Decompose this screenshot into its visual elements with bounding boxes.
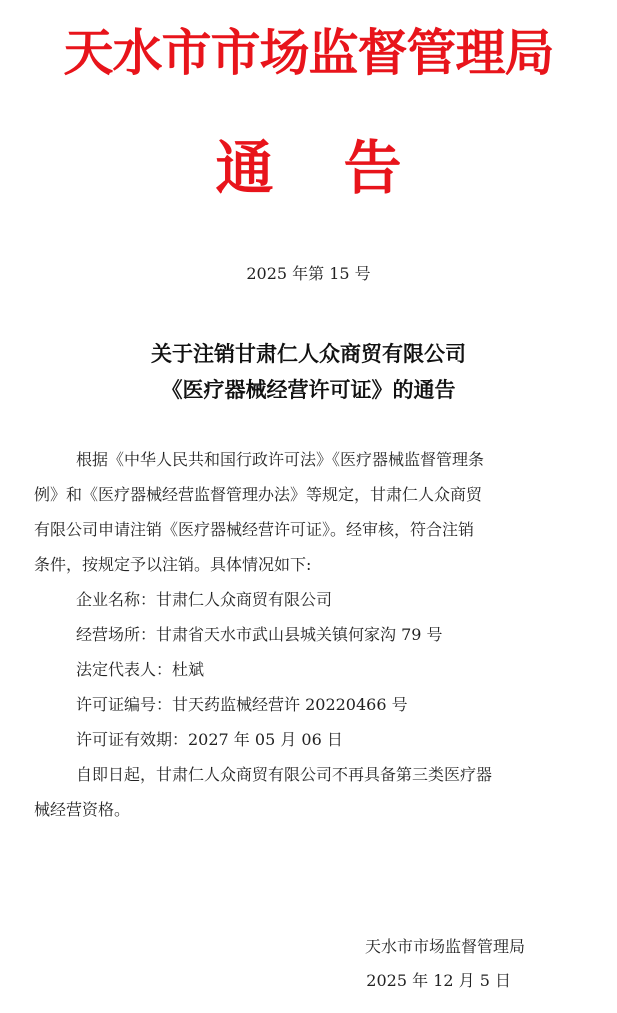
notice-body bbox=[34, 442, 582, 827]
detail-license-validity: 许可证有效期：2027 年 05 月 06 日 bbox=[76, 730, 343, 749]
notice-subject bbox=[0, 336, 617, 408]
closing-line: 自即日起，甘肃仁人众商贸有限公司不再具备第三类医疗器 bbox=[76, 765, 493, 784]
detail-business-address: 经营场所：甘肃省天水市武山县城关镇何家沟 79 号 bbox=[76, 625, 443, 644]
body-line: 例》和《医疗器械经营监督管理办法》等规定，甘肃仁人众商贸 bbox=[34, 485, 483, 504]
signature-block bbox=[365, 930, 525, 998]
detail-license-number: 许可证编号：甘天药监械经营许 20220466 号 bbox=[76, 695, 408, 714]
notice-label: 通告 bbox=[215, 134, 472, 202]
issuing-authority-header: 天水市市场监督管理局 bbox=[63, 23, 554, 82]
body-line: 有限公司申请注销《医疗器械经营许可证》。经审核，符合注销 bbox=[34, 520, 475, 539]
closing-line: 械经营资格。 bbox=[34, 800, 131, 819]
signature-date: 2025 年 12 月 5 日 bbox=[366, 971, 511, 990]
signature-org: 天水市市场监督管理局 bbox=[364, 937, 525, 956]
document-number: 2025 年第 15 号 bbox=[246, 264, 371, 283]
body-line: 根据《中华人民共和国行政许可法》《医疗器械监督管理条 bbox=[76, 450, 485, 469]
detail-legal-representative: 法定代表人：杜斌 bbox=[76, 660, 205, 679]
body-line: 条件，按规定予以注销。具体情况如下: bbox=[34, 555, 312, 574]
subject-line-1: 关于注销甘肃仁人众商贸有限公司 bbox=[151, 341, 466, 366]
detail-company-name: 企业名称：甘肃仁人众商贸有限公司 bbox=[76, 590, 333, 609]
subject-line-2: 《医疗器械经营许可证》的通告 bbox=[161, 377, 456, 402]
